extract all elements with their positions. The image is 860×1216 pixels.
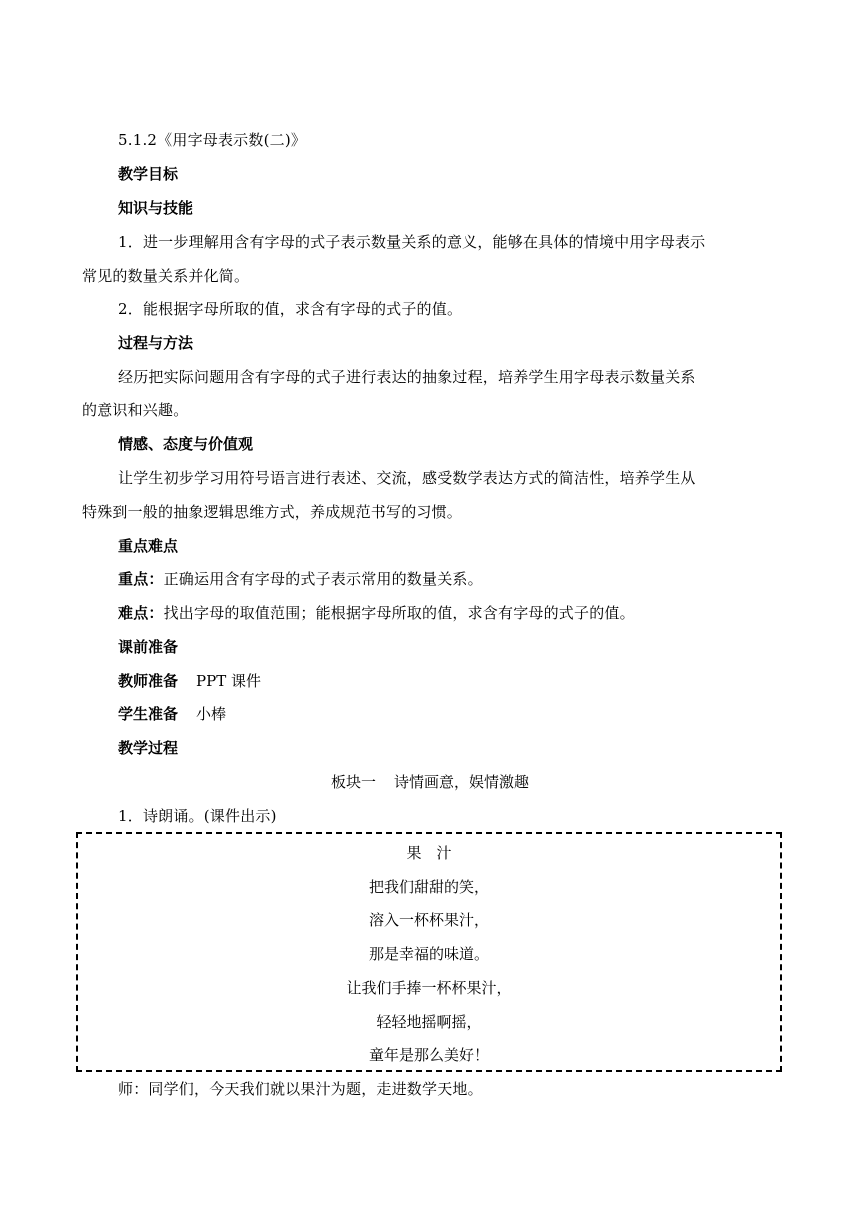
emotion-heading: 情感、态度与价值观 bbox=[118, 435, 254, 453]
teaching-process-heading: 教学过程 bbox=[118, 739, 179, 757]
block-one-title: 诗情画意，娱情激趣 bbox=[394, 773, 530, 791]
knowledge-item1-line1: 1．进一步理解用含有字母的式子表示数量关系的意义，能够在具体的情境中用字母表示 bbox=[118, 233, 706, 251]
poem-line: 把我们甜甜的笑， bbox=[368, 878, 489, 896]
poem-line: 童年是那么美好！ bbox=[368, 1046, 489, 1064]
difficulty-line bbox=[118, 602, 635, 624]
key-point-label: 重点： bbox=[118, 570, 164, 588]
emotion-line1: 让学生初步学习用符号语言进行表述、交流，感受数学表达方式的简洁性，培养学生从 bbox=[118, 469, 696, 487]
key-points-heading: 重点难点 bbox=[118, 537, 179, 555]
preparation-heading: 课前准备 bbox=[118, 638, 179, 656]
teacher-remark: 师：同学们，今天我们就以果汁为题，走进数学天地。 bbox=[118, 1080, 483, 1098]
block-one-label: 板块一 bbox=[330, 773, 376, 791]
knowledge-item1-line2: 常见的数量关系并化简。 bbox=[82, 267, 250, 285]
process-line1: 经历把实际问题用含有字母的式子进行表达的抽象过程，培养学生用字母表示数量关系 bbox=[118, 368, 696, 386]
poem-line: 溶入一杯杯果汁， bbox=[368, 911, 489, 929]
teacher-prep-label: 教师准备 bbox=[118, 672, 179, 690]
block-one-heading bbox=[80, 771, 780, 793]
key-point-text: 正确运用含有字母的式子表示常用的数量关系。 bbox=[163, 570, 483, 588]
teacher-prep-value: PPT 课件 bbox=[196, 672, 261, 690]
poem-line: 轻轻地摇啊摇， bbox=[376, 1013, 482, 1031]
emotion-line2: 特殊到一般的抽象逻辑思维方式，养成规范书写的习惯。 bbox=[82, 503, 463, 521]
difficulty-label: 难点： bbox=[118, 604, 164, 622]
student-prep-value: 小棒 bbox=[196, 705, 227, 723]
poem-box bbox=[76, 832, 782, 1072]
knowledge-heading: 知识与技能 bbox=[118, 199, 194, 217]
poem-title: 果 汁 bbox=[406, 844, 452, 862]
teacher-prep-line bbox=[118, 670, 261, 692]
student-prep-line bbox=[118, 703, 226, 725]
knowledge-item2: 2．能根据字母所取的值，求含有字母的式子的值。 bbox=[118, 300, 463, 318]
process-heading: 过程与方法 bbox=[118, 334, 194, 352]
process-line2: 的意识和兴趣。 bbox=[82, 401, 189, 419]
lesson-title: 5.1.2《用字母表示数(二)》 bbox=[118, 131, 307, 149]
key-point-line bbox=[118, 568, 483, 590]
student-prep-label: 学生准备 bbox=[118, 705, 179, 723]
difficulty-text: 找出字母的取值范围；能根据字母所取的值，求含有字母的式子的值。 bbox=[163, 604, 635, 622]
poem-line: 那是幸福的味道。 bbox=[368, 945, 489, 963]
recitation-line: 1．诗朗诵。(课件出示) bbox=[118, 807, 277, 825]
teaching-goals-heading: 教学目标 bbox=[118, 165, 179, 183]
poem-line: 让我们手捧一杯杯果汁， bbox=[346, 979, 512, 997]
